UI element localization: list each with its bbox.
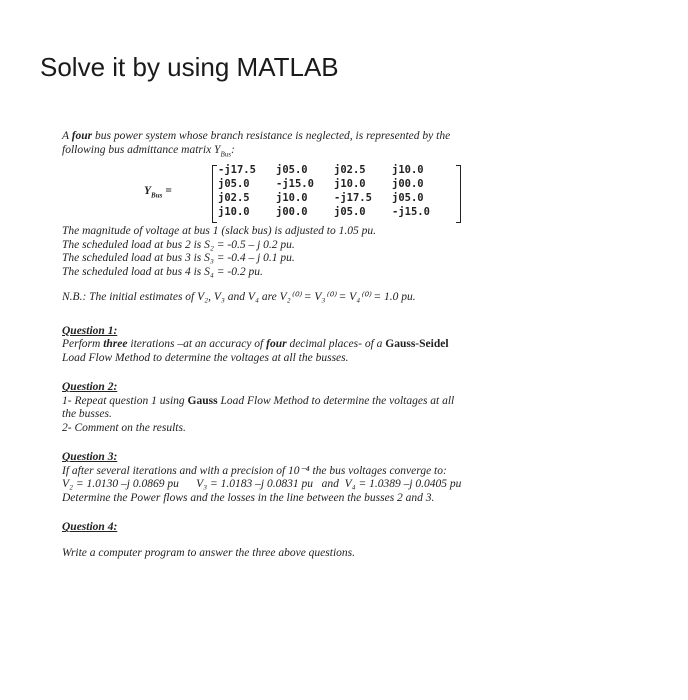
matrix-right-bracket	[456, 165, 461, 223]
intro-line-2: following bus admittance matrix $Y_{Bus}$:	[62, 143, 235, 158]
matrix-cell: j05.0	[334, 206, 366, 219]
intro-line-1: A four bus power system whose branch resistance is neglected, is represented by the	[62, 130, 451, 142]
matrix-cell: j10.0	[276, 192, 308, 205]
question-2-line-2: the busses.	[62, 408, 112, 421]
question-3-line-2: V₂ = 1.0130 –j 0.0869 pu V₃ = 1.0183 –j 0.0831 pu and V₄ = 1.0389 –j 0.0405 pu	[62, 478, 462, 491]
matrix-cell: j00.0	[392, 178, 424, 191]
matrix-cell: j00.0	[276, 206, 308, 219]
matrix-cell: j05.0	[392, 192, 424, 205]
matrix-row	[218, 205, 450, 219]
problem-document	[62, 130, 560, 560]
matrix-cell: j02.5	[218, 192, 250, 205]
question-3-title: Question 3:	[62, 451, 118, 464]
matrix-cell: j10.0	[218, 206, 250, 219]
matrix-cell: -j17.5	[334, 192, 372, 205]
admittance-matrix	[62, 163, 560, 225]
question-3-line-1: If after several iterations and with a precision of 10⁻⁴ the bus voltages converge to:	[62, 464, 447, 477]
matrix-row	[218, 163, 450, 177]
question-4-line-1: Write a computer program to answer the three above questions.	[62, 546, 356, 559]
matrix-row	[218, 191, 450, 205]
matrix-cell: j05.0	[218, 178, 250, 191]
question-2-line-1: 1- Repeat question 1 using Gauss Load Flow Method to determine the voltages at all	[62, 394, 455, 407]
condition-line: The scheduled load at bus 2 is S₂ = -0.5 – j 0.2 pu.	[62, 238, 295, 251]
matrix-cell: -j17.5	[218, 164, 256, 177]
question-1-line-1: Perform three iterations –at an accuracy of four decimal places- of a Gauss-Seidel	[62, 338, 449, 351]
matrix-left-bracket	[212, 165, 217, 223]
question-1-title: Question 1:	[62, 324, 118, 337]
question-2-line-3: 2- Comment on the results.	[62, 421, 186, 434]
question-1-line-2: Load Flow Method to determine the voltages at all the busses.	[62, 351, 349, 364]
matrix-cell: j10.0	[334, 178, 366, 191]
matrix-cell: j05.0	[276, 164, 308, 177]
matrix-cell: -j15.0	[392, 206, 430, 219]
question-3-line-3: Determine the Power flows and the losses in the line between the busses 2 and 3.	[62, 491, 435, 504]
matrix-cell: j10.0	[392, 164, 424, 177]
question-4-title: Question 4:	[62, 521, 118, 534]
page-heading: Solve it by using MATLAB	[40, 52, 339, 82]
matrix-row	[218, 177, 450, 191]
question-2-title: Question 2:	[62, 381, 118, 394]
matrix-body	[218, 163, 450, 219]
condition-line: The magnitude of voltage at bus 1 (slack bus) is adjusted to 1.05 pu.	[62, 225, 376, 238]
condition-line: The scheduled load at bus 3 is S₃ = -0.4 – j 0.1 pu.	[62, 252, 295, 265]
matrix-cell: -j15.0	[276, 178, 314, 191]
matrix-cell: j02.5	[334, 164, 366, 177]
matrix-label: $Y_{Bus}$ =	[144, 185, 172, 200]
condition-line: The scheduled load at bus 4 is S₄ = -0.2 pu.	[62, 265, 263, 278]
nb-note: N.B.: The initial estimates of V₂, V₃ and V₄ are V₂⁽⁰⁾ = V₃⁽⁰⁾ = V₄⁽⁰⁾ = 1.0 pu.	[62, 291, 416, 304]
